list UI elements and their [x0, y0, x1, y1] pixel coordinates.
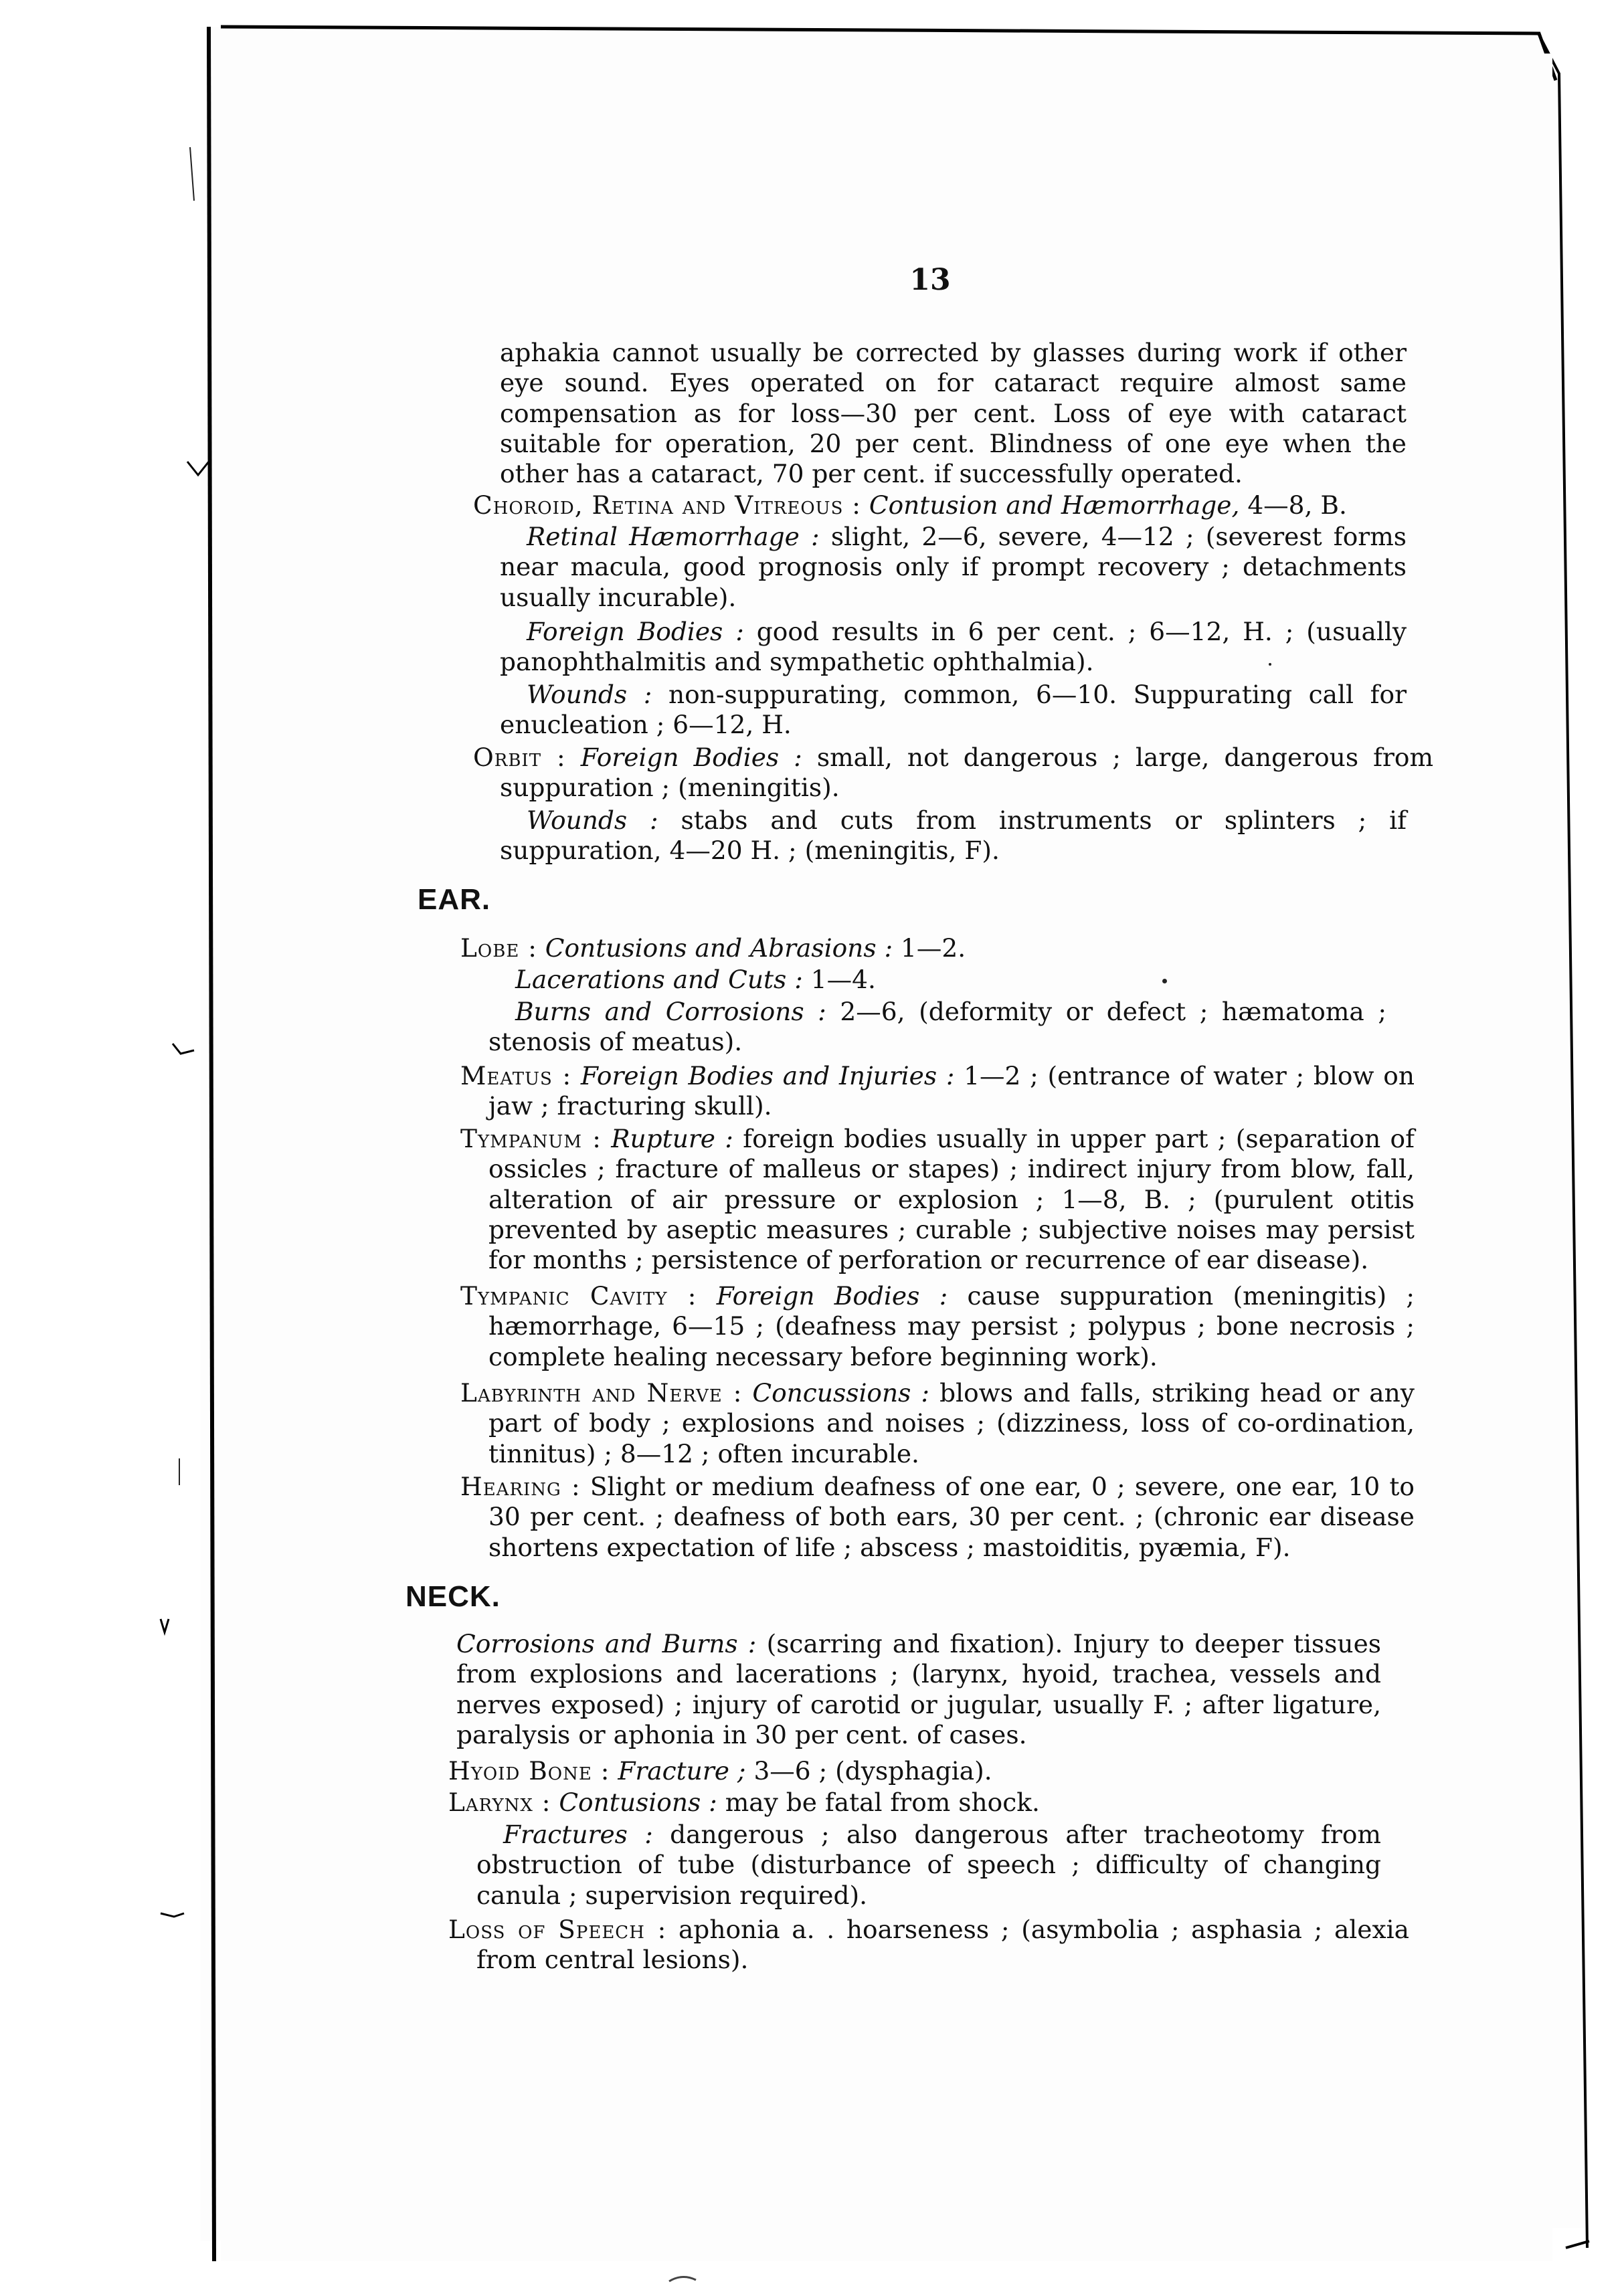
entry-text: 2—6, (deformity or defect ; hæmatoma ; stenosis of meatus).: [488, 997, 1387, 1057]
entry-subject: Contusions and Abrasions :: [545, 933, 893, 963]
entry-hyoid-bone: [448, 1756, 1409, 1786]
entry-text: stabs and cuts from instruments or splinters ; if suppuration, 4—20 H. ; (meningitis, F).: [500, 805, 1407, 866]
entry-term: Labyrinth and Nerve :: [460, 1378, 743, 1408]
entry-subject: Concussions :: [752, 1378, 930, 1408]
entry-text: 4—8, B.: [1247, 490, 1347, 520]
page-number: 13: [909, 263, 951, 297]
entry-text: 3—6 ; (dysphagia).: [753, 1756, 992, 1786]
section-heading-neck: NECK.: [406, 1580, 501, 1613]
entry-labyrinth: [460, 1378, 1415, 1469]
entry-subject: Fracture ;: [618, 1756, 746, 1786]
entry-subject: Retinal Hæmorrhage :: [527, 522, 820, 551]
entry-corrosions-neck: [456, 1629, 1381, 1750]
entry-burns-ear: [488, 997, 1386, 1058]
entry-subject: Lacerations and Cuts :: [515, 965, 803, 994]
entry-text: non-suppurating, common, 6—10. Suppurating call for enucleation ; 6—12, H.: [500, 680, 1407, 740]
entry-subject: Wounds :: [527, 805, 658, 835]
entry-text: dangerous ; also dangerous after tracheotomy from obstruction of tube (disturbance of speech ; difficulty of changing canula ; supervision required).: [476, 1820, 1381, 1910]
entry-text: may be fatal from shock.: [725, 1788, 1040, 1817]
entry-subject: Fractures :: [503, 1820, 653, 1849]
entry-text: good results in 6 per cent. ; 6—12, H. ; (usually panophthalmitis and sympathetic ophthalmia).: [500, 617, 1407, 677]
text-block-aphakia: [500, 338, 1407, 489]
entry-subject: Foreign Bodies and Injuries :: [580, 1061, 955, 1090]
entry-subject: Foreign Bodies :: [716, 1281, 948, 1311]
scan-speck: [1269, 663, 1271, 666]
entry-wounds-eye: [500, 680, 1407, 741]
entry-text: 1—2.: [901, 933, 966, 963]
entry-lobe: [460, 933, 1415, 963]
entry-text: 1—2 ; (entrance of water ; blow on jaw ; fracturing skull).: [488, 1061, 1415, 1121]
entry-tympanic-cavity: [460, 1281, 1415, 1372]
entry-loss-of-speech: [448, 1915, 1409, 1976]
entry-subject: Foreign Bodies :: [527, 617, 744, 646]
entry-tympanum: [460, 1124, 1415, 1275]
entry-term: Tympanum :: [460, 1124, 602, 1153]
entry-text: 1—4.: [810, 965, 876, 994]
entry-orbit: [473, 743, 1433, 803]
entry-term: Orbit :: [473, 743, 566, 772]
entry-subject: Burns and Corrosions :: [515, 997, 826, 1026]
entry-meatus: [460, 1061, 1415, 1122]
entry-term: Loss of Speech :: [448, 1915, 667, 1944]
entry-text: foreign bodies usually in upper part ; (separation of ossicles ; fracture of malleus or stapes) ; indirect injury from blow, fall, alteration of air pressure or explosion ; 1—8, B. ; (purulent otitis prevented by aseptic measures ; curable ; subjective noises may persist for months ; persistence of perforation or recurrence of ear disease).: [488, 1124, 1415, 1275]
entry-text: slight, 2—6, severe, 4—12 ; (severest forms near macula, good prognosis only if prompt recovery ; detachments usually incurable).: [500, 522, 1407, 612]
entry-larynx: [448, 1788, 1409, 1818]
entry-retinal-haemorrhage: [500, 522, 1407, 613]
entry-subject: Corrosions and Burns :: [456, 1629, 757, 1658]
entry-term: Meatus :: [460, 1061, 572, 1090]
entry-text: blows and falls, striking head or any part of body ; explosions and noises ; (dizziness, loss of co-ordination, tinnitus) ; 8—12 ; often incurable.: [488, 1378, 1415, 1468]
entry-term: Hearing :: [460, 1472, 581, 1501]
entry-term: Hyoid Bone :: [448, 1756, 610, 1786]
entry-term: Tympanic Cavity :: [460, 1281, 697, 1311]
entry-text: aphakia cannot usually be corrected by glasses during work if other eye sound. Eyes operated on for cataract require almost same compensation as for loss—30 per cent. Loss of eye with cataract suitable for operation, 20 per cent. Blindness of one eye when the other has a cataract, 70 per cent. if successfully operated.: [500, 338, 1407, 489]
entry-subject: Foreign Bodies :: [580, 743, 802, 772]
entry-fractures-larynx: [476, 1820, 1381, 1911]
entry-subject: Contusions :: [559, 1788, 717, 1817]
entry-text: cause suppuration (meningitis) ; hæmorrhage, 6—15 ; (deafness may persist ; polypus ; bone necrosis ; complete healing necessary before beginning work).: [488, 1281, 1415, 1371]
entry-term: Lobe :: [460, 933, 537, 963]
scan-speck: [1162, 979, 1167, 983]
entry-subject: Contusion and Hæmorrhage,: [869, 490, 1240, 520]
entry-choroid: [473, 490, 1433, 520]
entry-lacerations: [488, 965, 1386, 995]
entry-term: Larynx :: [448, 1788, 551, 1817]
entry-hearing: [460, 1472, 1415, 1563]
entry-text: small, not dangerous ; large, dangerous from suppuration ; (meningitis).: [500, 743, 1434, 803]
entry-subject: Rupture :: [611, 1124, 733, 1153]
entry-foreign-bodies-eye: [500, 617, 1407, 678]
entry-text: (scarring and fixation). Injury to deeper tissues from explosions and lacerations ; (larynx, hyoid, trachea, vessels and nerves exposed) ; injury of carotid or jugular, usually F. ; after ligature, paralysis or aphonia in 30 per cent. of cases.: [456, 1629, 1382, 1749]
section-heading-ear: EAR.: [418, 883, 491, 916]
entry-term: Choroid, Retina and Vitreous :: [473, 490, 861, 520]
entry-text: Slight or medium deafness of one ear, 0 ; severe, one ear, 10 to 30 per cent. ; deafness of both ears, 30 per cent. ; (chronic ear disease shortens expectation of life ; abscess ; mastoiditis, pyæmia, F).: [488, 1472, 1415, 1562]
entry-subject: Wounds :: [527, 680, 652, 709]
entry-wounds-orbit: [500, 805, 1407, 866]
entry-text: aphonia a. . hoarseness ; (asymbolia ; asphasia ; alexia from central lesions).: [476, 1915, 1409, 1975]
